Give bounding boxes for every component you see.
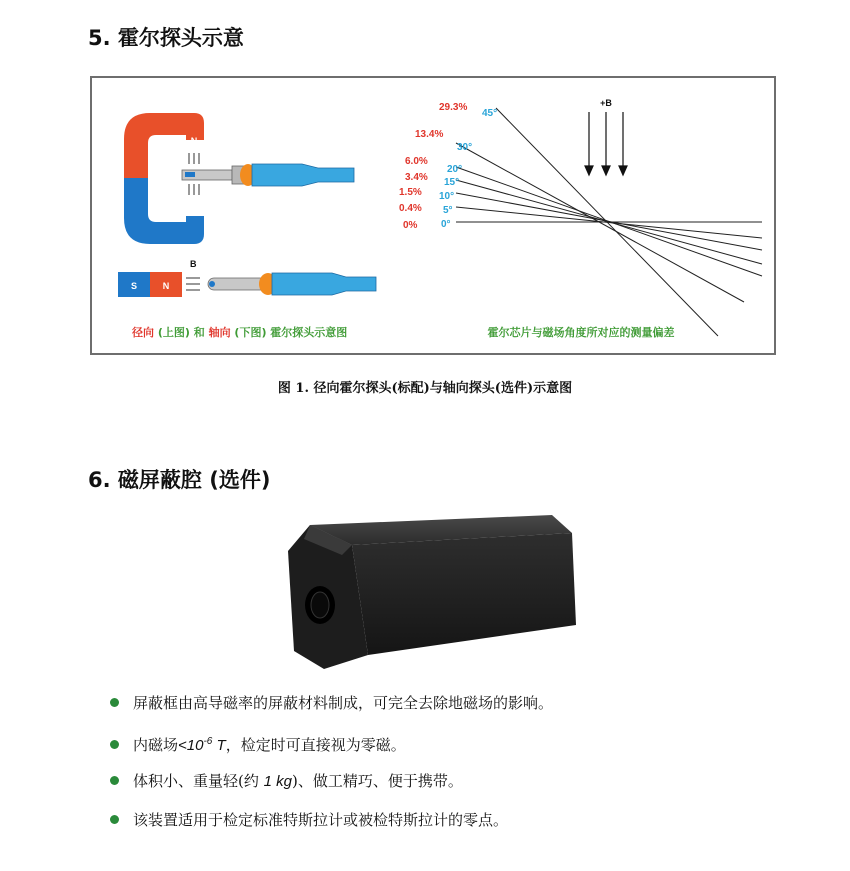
hall-probe-figure — [90, 76, 776, 355]
list-item-text: 该装置适用于检定标准特斯拉计或被检特斯拉计的零点。 — [133, 811, 509, 829]
caption-radial: 径向 — [132, 326, 154, 339]
axial-b-label: B — [190, 259, 197, 269]
list-item — [110, 768, 553, 807]
error-label: 0% — [403, 220, 418, 231]
angle-label: 15° — [444, 177, 460, 188]
field-value-exponent: -6 — [203, 736, 213, 747]
list-item — [110, 690, 553, 729]
right-figure-caption: 霍尔芯片与磁场角度所对应的测量偏差 — [487, 326, 675, 339]
angle-labels — [439, 108, 497, 230]
bullet-icon — [110, 740, 119, 749]
error-label: 3.4% — [405, 172, 428, 183]
magnetic-shield-cavity-image — [280, 505, 580, 675]
list-item-text: ，检定时可直接视为零磁。 — [225, 736, 406, 754]
angle-label: 20° — [447, 164, 463, 175]
field-value-unit: T — [212, 737, 226, 754]
bar-n-label: N — [162, 281, 170, 291]
section-number: 6. — [88, 468, 111, 492]
error-label: 6.0% — [405, 156, 428, 167]
caption-axial: 轴向 — [208, 326, 231, 339]
bullet-icon — [110, 698, 119, 707]
angle-label: 30° — [457, 142, 473, 153]
list-item-text: 体积小、重量轻(约 — [133, 772, 264, 790]
list-item-text: 屏蔽框由高导磁率的屏蔽材料制成，可完全去除地磁场的影响。 — [133, 694, 554, 712]
field-value — [178, 737, 226, 754]
field-value-base: <10 — [178, 737, 204, 754]
section-title: 磁屏蔽腔 (选件) — [117, 468, 271, 492]
section-number: 5. — [88, 26, 111, 50]
section-6-heading — [88, 464, 270, 494]
angle-lines — [456, 108, 762, 336]
bullet-icon — [110, 815, 119, 824]
axial-probe — [208, 273, 376, 295]
error-label: 0.4% — [399, 203, 422, 214]
feature-list — [110, 690, 553, 846]
angle-label: 0° — [441, 219, 451, 230]
list-item — [110, 807, 553, 846]
caption-mid2: (下图) 霍尔探头示意图 — [234, 326, 348, 339]
list-item-text: )、做工精巧、便于携带。 — [291, 772, 463, 790]
plus-b-label: +B — [600, 98, 612, 108]
radial-probe — [182, 164, 354, 186]
error-label: 29.3% — [439, 102, 468, 113]
caption-mid1: (上图) 和 — [157, 326, 205, 339]
magnet-n-label: N — [190, 136, 198, 146]
left-figure-caption — [131, 325, 347, 339]
weight-value: 1 kg — [263, 773, 292, 790]
bar-s-label: S — [130, 281, 138, 291]
section-title: 霍尔探头示意 — [117, 26, 244, 50]
section-5-heading — [88, 22, 244, 52]
error-label: 13.4% — [415, 129, 444, 140]
error-label: 1.5% — [399, 187, 422, 198]
axial-field-arrows — [186, 278, 200, 290]
field-arrows — [585, 112, 627, 175]
angle-label: 10° — [439, 191, 455, 202]
list-item — [110, 729, 553, 768]
bullet-icon — [110, 776, 119, 785]
axial-magnet — [118, 272, 182, 297]
angle-label: 5° — [443, 205, 453, 216]
magnet-s-label: S — [190, 206, 198, 216]
hall-probe-diagram — [92, 78, 778, 357]
list-item-text: 内磁场 — [133, 736, 179, 754]
figure-caption: 图 1. 径向霍尔探头(标配)与轴向探头(选件)示意图 — [277, 381, 573, 396]
angle-label: 45° — [482, 108, 498, 119]
